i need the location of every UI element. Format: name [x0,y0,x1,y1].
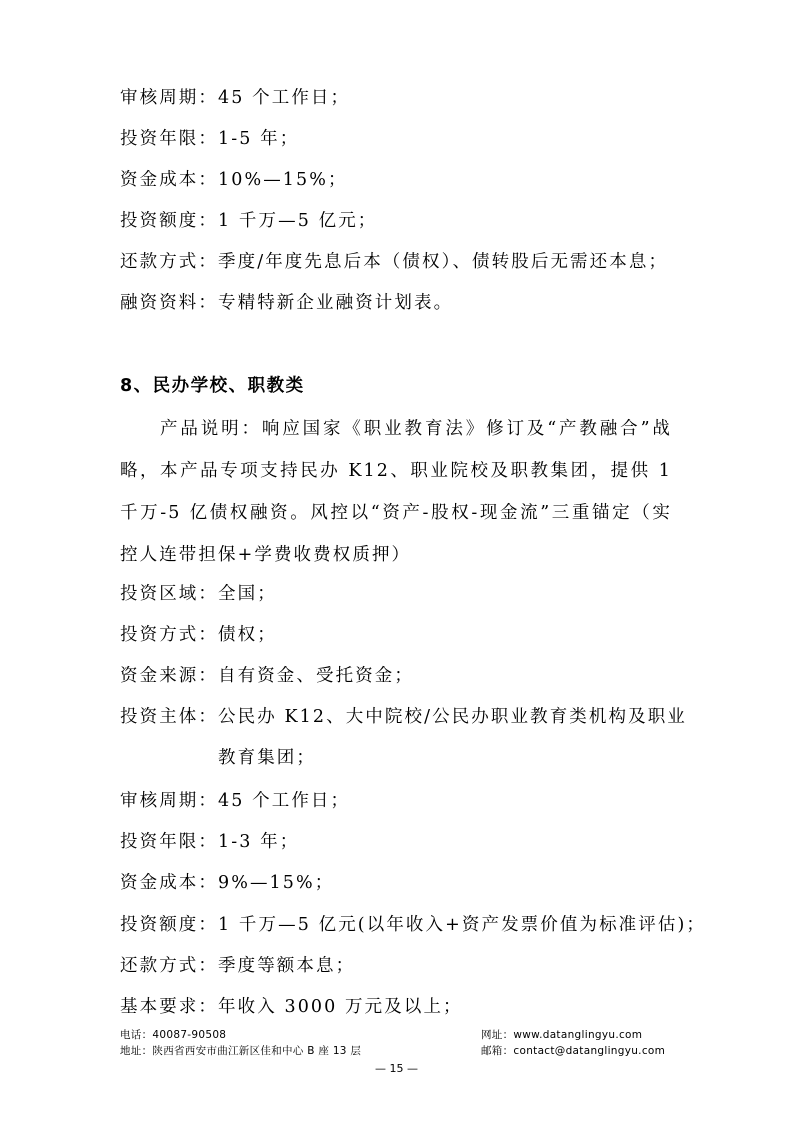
subject-line: 投资主体：公民办 K12、大中院校/公民办职业教育类机构及职业 [120,707,687,727]
page-number: — 15 — [375,1062,418,1075]
footer-phone: 电话：40087-90508 [120,1029,227,1041]
review-cycle-line-2: 审核周期：45 个工作日； [120,791,351,811]
subject-line-continued: 教育集团； [218,748,316,768]
basic-requirement-line: 基本要求：年收入 3000 万元及以上； [120,997,463,1017]
amount-line: 投资额度：1 千万—5 亿元； [120,211,378,231]
method-line: 投资方式：债权； [120,625,277,645]
amount-line-2: 投资额度：1 千万—5 亿元(以年收入+资产发票价值为标准评估)； [120,915,707,935]
funds-source-line: 资金来源：自有资金、受托资金； [120,666,414,686]
region-line: 投资区域：全国； [120,584,277,604]
repayment-line-2: 还款方式：季度等额本息； [120,956,356,976]
review-cycle-line: 审核周期：45 个工作日； [120,88,351,108]
repayment-line: 还款方式：季度/年度先息后本（债权）、债转股后无需还本息； [120,252,669,272]
footer-address: 地址：陕西省西安市曲江新区佳和中心 B 座 13 层 [120,1045,362,1057]
term-line: 投资年限：1-5 年； [120,129,300,149]
footer-email: 邮箱：contact@datanglingyu.com [481,1045,666,1057]
cost-line-2: 资金成本：9%—15%； [120,873,335,893]
term-line-2: 投资年限：1-3 年； [120,832,300,852]
section-heading: 8、民办学校、职教类 [120,376,305,396]
footer-website: 网址：www.datanglingyu.com [481,1029,643,1041]
product-description: 产品说明：响应国家《职业教育法》修订及“产教融合”战略，本产品专项支持民办 K12、职业院校及职教集团，提供 1 千万-5 亿债权融资。风控以“资产-股权-现金流”三重锚定（实控人连带担保+学费收费权质押） [120,419,672,565]
cost-line: 资金成本：10%—15%； [120,170,348,190]
materials-line: 融资资料：专精特新企业融资计划表。 [120,293,454,313]
